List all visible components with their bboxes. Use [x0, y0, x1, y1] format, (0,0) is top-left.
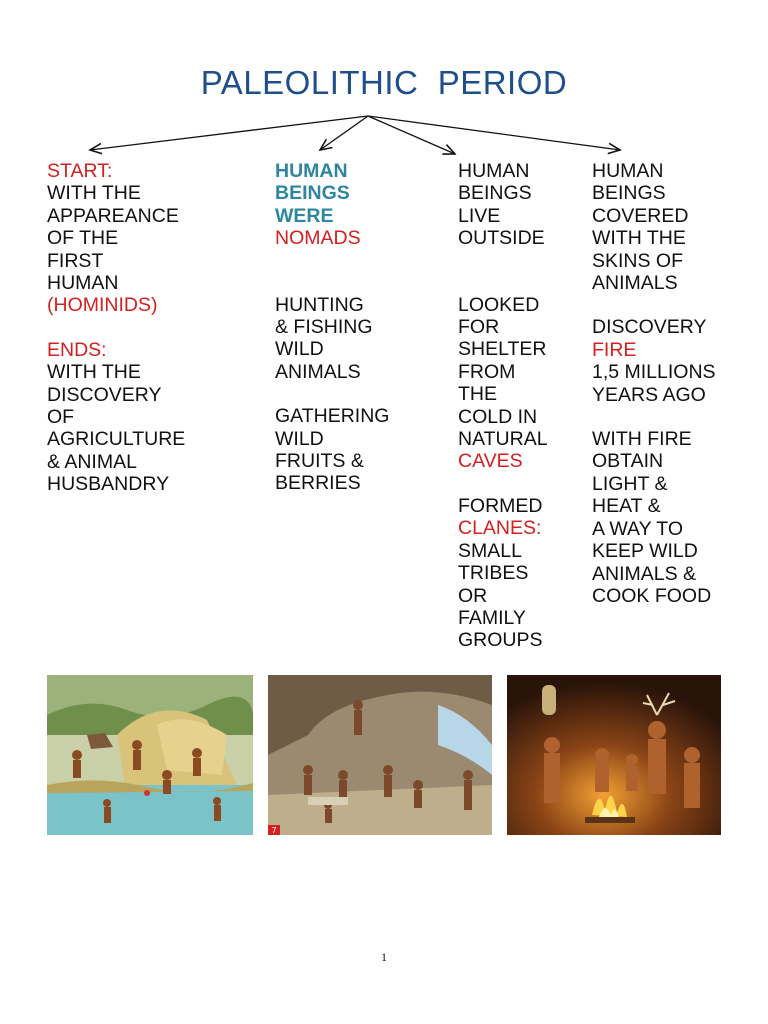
text-line: WILD	[275, 427, 324, 450]
spacer	[458, 250, 548, 272]
branch-arrows	[0, 0, 768, 170]
text-line: BEINGS	[275, 182, 350, 205]
text-line: START:	[47, 160, 113, 182]
text-line: CLANES:	[458, 517, 542, 540]
text-line: (HOMINIDS)	[47, 294, 158, 317]
spacer	[592, 406, 716, 428]
text-line: BEINGS	[458, 182, 532, 205]
text-line: OBTAIN	[592, 450, 664, 473]
text-line: HUMAN	[275, 160, 348, 182]
text-line: FORMED	[458, 494, 543, 517]
text-line: DISCOVERY	[47, 383, 162, 406]
text-line: KEEP WILD	[592, 540, 698, 563]
text-line: HUMAN	[458, 160, 530, 182]
text-line: & FISHING	[275, 316, 373, 339]
text-line: HUSBANDRY	[47, 473, 170, 496]
text-line: ANIMALS	[275, 360, 361, 383]
column-start-end	[47, 160, 185, 496]
text-line: FAMILY	[458, 606, 526, 629]
page-title: PALEOLITHIC PERIOD	[200, 64, 568, 101]
text-line: GROUPS	[458, 629, 543, 652]
text-line: ANIMALS &	[592, 562, 697, 585]
text-line: WERE	[275, 204, 334, 227]
page-number: 1	[381, 950, 387, 964]
text-line: LIGHT &	[592, 472, 668, 495]
text-line: OF	[47, 406, 75, 429]
illustration-fire-scene	[507, 675, 721, 835]
text-line: SMALL	[458, 539, 522, 562]
text-line: FROM	[458, 360, 516, 383]
text-line: & ANIMAL	[47, 450, 137, 473]
text-line: BERRIES	[275, 472, 361, 495]
text-line: LIVE	[458, 204, 501, 227]
text-line: OF THE	[47, 227, 119, 250]
text-line: CAVES	[458, 450, 523, 473]
text-line: GATHERING	[275, 405, 390, 428]
text-line: SHELTER	[458, 338, 547, 361]
text-line: WITH THE	[592, 227, 686, 250]
illustration-river-scene	[47, 675, 253, 835]
text-line: NATURAL	[458, 428, 548, 451]
text-line: ANIMALS	[592, 272, 678, 295]
spacer	[458, 272, 548, 294]
illustration-cave-scene	[268, 675, 492, 835]
text-line: FRUITS &	[275, 450, 364, 473]
column-nomads	[275, 160, 389, 495]
column-caves	[458, 160, 548, 652]
text-line: HUNTING	[275, 293, 364, 316]
text-line: YEARS AGO	[592, 383, 706, 406]
text-line: FIRST	[47, 249, 104, 272]
text-line: HEAT &	[592, 495, 661, 518]
spacer	[275, 383, 389, 405]
text-line: DISCOVERY	[592, 316, 707, 339]
text-line: HUMAN	[592, 160, 664, 182]
spacer	[592, 294, 716, 316]
text-line: AGRICULTURE	[47, 428, 186, 451]
image-label: 7	[271, 826, 277, 835]
text-line: HUMAN	[47, 272, 119, 295]
text-line: LOOKED	[458, 293, 540, 316]
text-line: SKINS OF	[592, 249, 684, 272]
text-line: FIRE	[592, 338, 637, 361]
text-line: NOMADS	[275, 227, 361, 250]
text-line: A WAY TO	[592, 517, 684, 540]
text-line: FOR	[458, 316, 500, 339]
text-line: THE	[458, 383, 497, 406]
text-line: WITH FIRE	[592, 428, 692, 451]
text-line: BEINGS	[592, 182, 666, 205]
text-line: COOK FOOD	[592, 584, 712, 607]
spacer	[275, 272, 389, 294]
text-line: TRIBES	[458, 562, 529, 585]
text-line: COLD IN	[458, 405, 538, 428]
text-line: ENDS:	[47, 338, 107, 361]
text-line: APPAREANCE	[47, 204, 179, 227]
text-line: OUTSIDE	[458, 227, 545, 250]
spacer	[47, 317, 185, 339]
column-fire	[592, 160, 716, 607]
text-line: COVERED	[592, 204, 689, 227]
text-line: WITH THE	[47, 182, 141, 205]
text-line: 1,5 MILLIONS	[592, 361, 716, 384]
spacer	[458, 473, 548, 495]
text-line: WILD	[275, 338, 324, 361]
spacer	[275, 250, 389, 272]
text-line: WITH THE	[47, 361, 141, 384]
text-line: OR	[458, 584, 488, 607]
